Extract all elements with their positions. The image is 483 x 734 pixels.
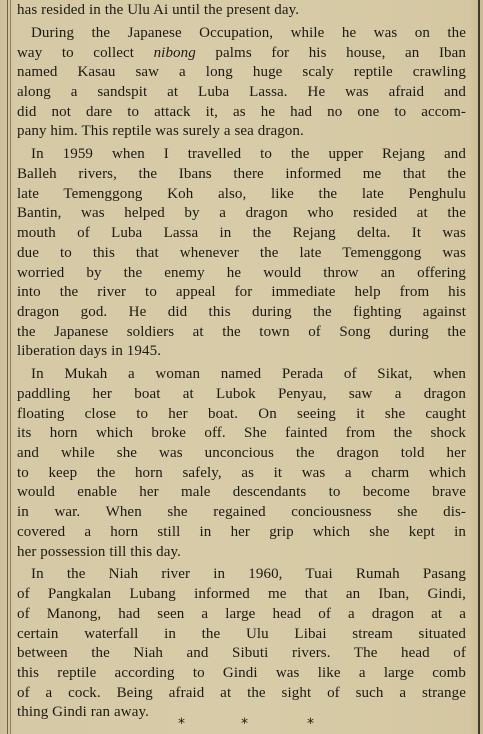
text-line: this reptile according to Gindi was like a large comb bbox=[17, 664, 466, 681]
paragraph bbox=[17, 1, 466, 21]
paragraph bbox=[17, 24, 466, 142]
text-line: of a cock. Being afraid at the sight of such a strange bbox=[17, 684, 466, 701]
text-line: worried by the enemy he would throw an offering bbox=[17, 264, 466, 281]
text-line: way to collect nibong palms for his house, an Iban bbox=[17, 44, 467, 61]
section-separator bbox=[0, 716, 483, 734]
text-line: mouth of Luba Lassa in the Rejang delta. It was bbox=[17, 225, 466, 242]
text-line: her possession till this day. bbox=[17, 543, 182, 560]
paragraph bbox=[17, 145, 466, 362]
text-line: floating close to her boat. On seeing it she caught bbox=[17, 405, 466, 422]
separator-star: * bbox=[241, 716, 248, 732]
text-line: dragon god. He did this during the fighting against bbox=[17, 303, 466, 320]
column-rule-left-inner bbox=[10, 0, 11, 734]
text-line: along a sandspit at Luba Lassa. He was afraid and bbox=[17, 84, 466, 100]
text-line: its horn which broke off. She fainted from the shock bbox=[17, 425, 466, 442]
paragraph bbox=[17, 365, 466, 562]
text-line: In Mukah a woman named Perada of Sikat, when bbox=[31, 366, 466, 383]
separator-star: * bbox=[178, 716, 185, 732]
text-line: pany him. This reptile was surely a sea dragon. bbox=[17, 123, 304, 140]
text-line: in war. When she regained conciousness she dis- bbox=[17, 504, 466, 521]
text-line: certain waterfall in the Ulu Libai stream situated bbox=[17, 625, 466, 642]
text-line: late Temenggong Koh also, like the late Penghulu bbox=[17, 185, 466, 202]
column-rule-right bbox=[478, 0, 480, 734]
text-line: the Japanese soldiers at the town of Song during the bbox=[17, 323, 466, 340]
italic-term: nibong bbox=[153, 44, 196, 61]
text-line: During the Japanese Occupation, while he was on the bbox=[31, 24, 466, 41]
text-line: named Kasau saw a long huge scaly reptile crawling bbox=[17, 64, 466, 81]
paragraph bbox=[17, 565, 466, 723]
text-line: to keep the horn safely, as it was a charm which bbox=[17, 464, 466, 481]
text-line: of Pangkalan Lubang informed me that an Iban, Gindi, bbox=[17, 586, 466, 603]
text-line: thing Gindi ran away. bbox=[17, 704, 149, 721]
text-line: between the Niah and Sibuti rivers. The head of bbox=[17, 645, 466, 662]
text-line: would enable her male descendants to become brave bbox=[17, 484, 466, 501]
text-line: and while she was unconcious the dragon told her bbox=[17, 445, 466, 461]
text-line: into the river to appeal for immediate help from his bbox=[17, 284, 466, 301]
text-line: did not dare to attack it, as he had no one to accom- bbox=[17, 103, 466, 120]
text-line: of Manong, had seen a large head of a dragon at a bbox=[17, 605, 466, 622]
separator-star: * bbox=[307, 716, 314, 732]
text-line: covered a horn still in her grip which she kept in bbox=[17, 523, 466, 540]
column-rule-left bbox=[7, 0, 8, 734]
text-line: paddling her boat at Lubok Penyau, saw a dragon bbox=[17, 385, 466, 402]
text-line: In 1959 when I travelled to the upper Rejang and bbox=[31, 146, 466, 163]
text-line: due to this that whenever the late Temenggong was bbox=[17, 244, 466, 261]
text-line: Bantin, was helped by a dragon who resided at the bbox=[17, 205, 466, 222]
text-line: liberation days in 1945. bbox=[17, 343, 162, 360]
text-line: In the Niah river in 1960, Tuai Rumah Pasang bbox=[31, 566, 466, 583]
text-line: Balleh rivers, the Ibans there informed me that the bbox=[17, 166, 466, 182]
text-line: has resided in the Ulu Ai until the present day. bbox=[17, 2, 300, 18]
